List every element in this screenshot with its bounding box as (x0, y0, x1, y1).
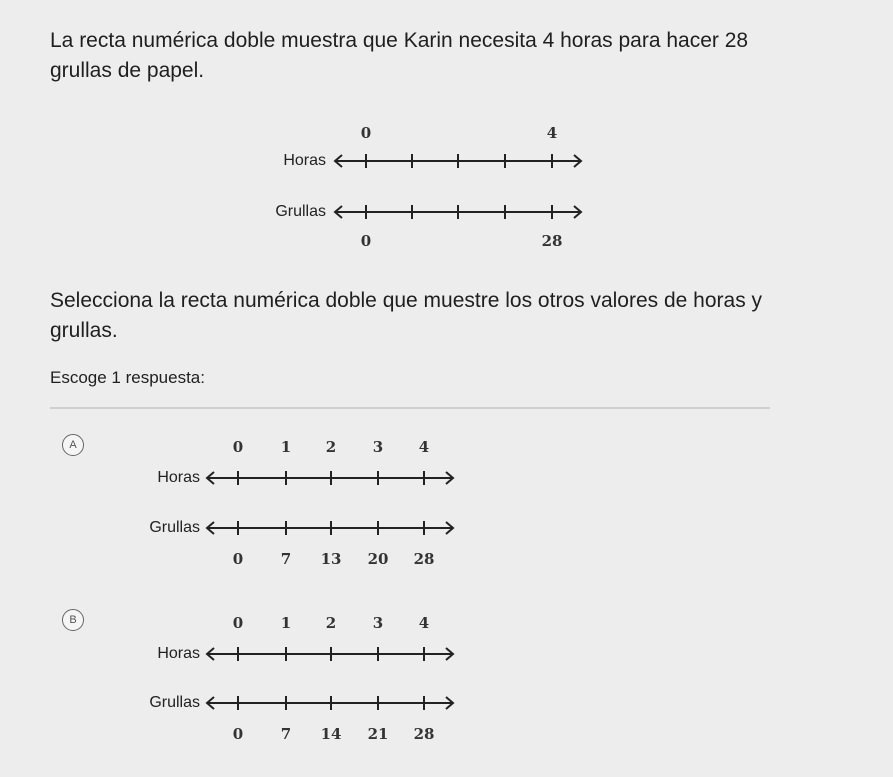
option-a-horas-number-line (202, 467, 462, 489)
option-a-row-label-grullas: Grullas (149, 519, 200, 536)
question-prompt: La recta numérica doble muestra que Karin necesita 4 horas para hacer 28 grullas de papel. (50, 29, 749, 82)
option-a-top-number: 4 (418, 438, 430, 456)
option-a-bottom-number: 20 (367, 550, 389, 568)
option-a-top-number: 3 (372, 438, 384, 456)
option-b-top-number: 2 (325, 614, 337, 632)
option-a-bottom-number: 28 (413, 550, 435, 568)
example-bottom-number-0: 0 (360, 232, 372, 250)
instruction-text: Selecciona la recta numérica doble que muestre los otros valores de horas y grullas. (50, 289, 763, 342)
example-grullas-number-line (330, 201, 590, 223)
option-a-bottom-number: 0 (232, 550, 244, 568)
example-row-label-horas: Horas (283, 152, 326, 169)
option-b-top-number: 0 (232, 614, 244, 632)
choose-label: Escoge 1 respuesta: (50, 368, 205, 387)
option-a-bottom-number: 13 (320, 550, 342, 568)
option-b-horas-number-line (202, 643, 462, 665)
option-b-top-number: 4 (418, 614, 430, 632)
option-a-row-label-horas: Horas (157, 469, 200, 486)
example-top-number-4: 4 (546, 124, 558, 142)
option-b-grullas-number-line (202, 692, 462, 714)
option-a-top-number: 2 (325, 438, 337, 456)
option-b-bottom-number: 0 (232, 725, 244, 743)
option-b-bottom-number: 7 (280, 725, 292, 743)
option-b-top-number: 3 (372, 614, 384, 632)
option-b-row-label-grullas: Grullas (149, 694, 200, 711)
option-b-bottom-number: 14 (320, 725, 342, 743)
choice-b-radio[interactable]: B (62, 609, 84, 631)
example-row-label-grullas: Grullas (275, 203, 326, 220)
option-a-top-number: 0 (232, 438, 244, 456)
option-b-row-label-horas: Horas (157, 645, 200, 662)
divider (50, 407, 770, 409)
example-horas-number-line (330, 150, 590, 172)
example-bottom-number-4: 28 (541, 232, 563, 250)
option-b-top-number: 1 (280, 614, 292, 632)
option-a-grullas-number-line (202, 517, 462, 539)
option-b-bottom-number: 21 (367, 725, 389, 743)
option-b-bottom-number: 28 (413, 725, 435, 743)
option-a-bottom-number: 7 (280, 550, 292, 568)
choice-a-radio[interactable]: A (62, 434, 84, 456)
example-top-number-0: 0 (360, 124, 372, 142)
option-a-top-number: 1 (280, 438, 292, 456)
